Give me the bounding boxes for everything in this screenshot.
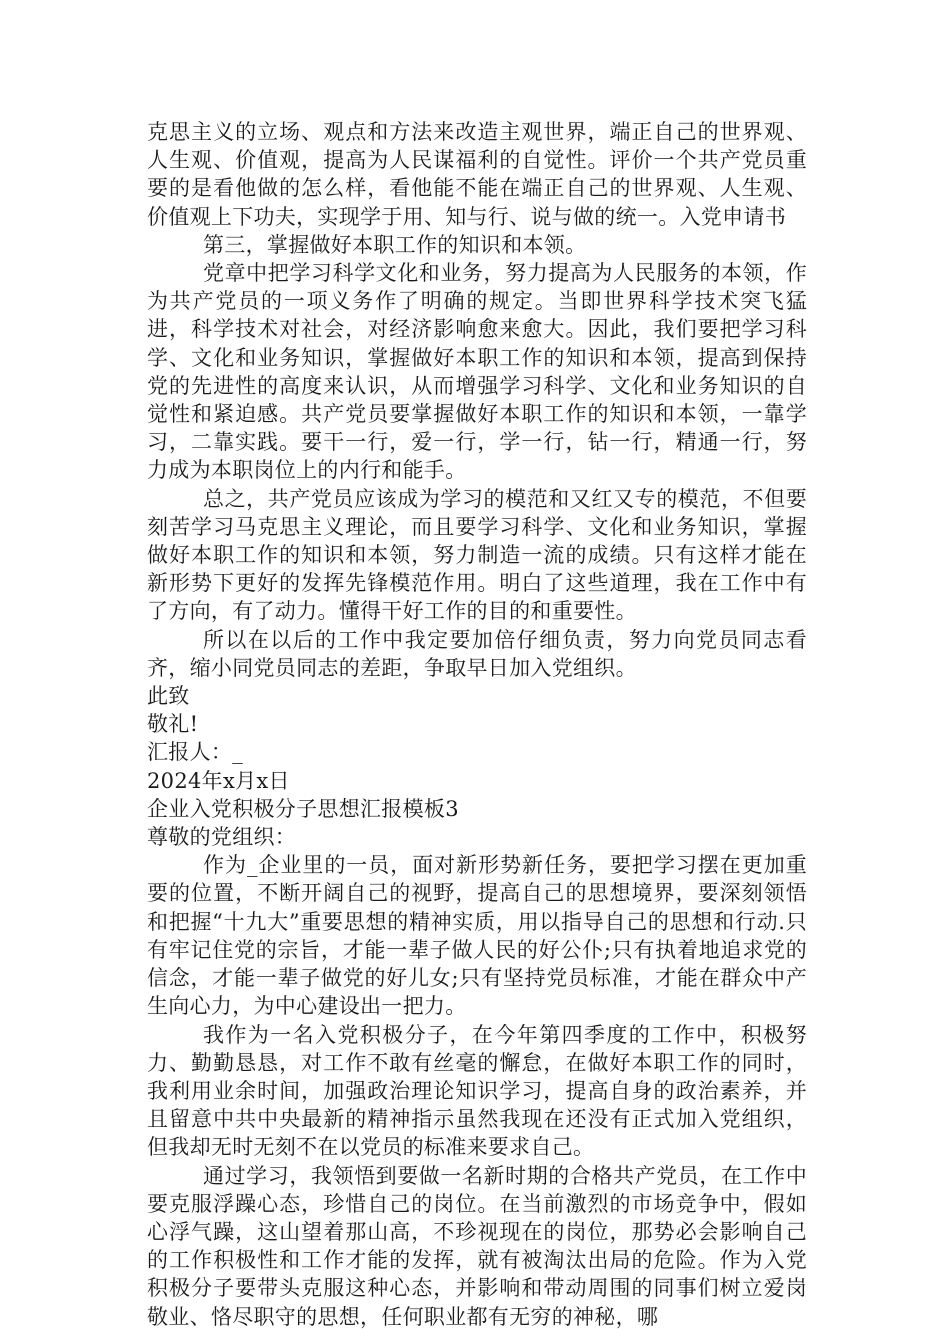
paragraph-study-insight: 通过学习，我领悟到要做一名新时期的合格共产党员，在工作中要克服浮躁心态，珍惜自己的岗位。在当前激烈的市场竞争中，假如心浮气躁，这山望着那山高，不珍视现在的岗位，那势必会影响自己的工作积极性和工作才能的发挥，就有被淘汰出局的危险。作为入党积极分子要带头克服这种心态，并影响和带动周围的同事们树立爱岗敬业、恪尽职守的思想，任何职业都有无穷的神秘，哪: [147, 1163, 807, 1329]
paragraph-summary: 总之，共产党员应该成为学习的模范和又红又专的模范，不但要刻苦学习马克思主义理论，而且要学习科学、文化和业务知识，掌握做好本职工作的知识和本领，努力制造一流的成绩。只有这样才能在新形势下更好的发挥先锋模范作用。明白了这些道理，我在工作中有了方向，有了动力。懂得干好工作的目的和重要性。: [147, 486, 807, 624]
reporter-line: 汇报人：_: [147, 740, 243, 765]
paragraph-continuation: 克思主义的立场、观点和方法来改造主观世界，端正自己的世界观、人生观、价值观，提高为人民谋福利的自觉性。评价一个共产党员重要的是看他做的怎么样，看他能不能在端正自己的世界观、人生观、价值观上下功夫，实现学于用、知与行、说与做的统一。入党申请书: [147, 120, 807, 229]
paragraph-activist-work: 我作为一名入党积极分子，在今年第四季度的工作中，积极努力、勤勤恳恳，对工作不敢有丝毫的懈怠，在做好本职工作的同时，我利用业余时间，加强政治理论知识学习，提高自身的政治素养，并且留意中共中央最新的精神指示虽然我现在还没有正式加入党组织，但我却无时无刻不在以党员的标准来要求自己。: [147, 1022, 807, 1160]
paragraph-future-work: 所以在以后的工作中我定要加倍仔细负责，努力向党员同志看齐，缩小同党员同志的差距，争取早日加入党组织。: [147, 627, 807, 680]
greeting-line: 尊敬的党组织：: [147, 825, 297, 850]
template-title: 企业入党积极分子思想汇报模板3: [147, 796, 459, 821]
document-body: [147, 118, 807, 1331]
paragraph-party-constitution: 党章中把学习科学文化和业务，努力提高为人民服务的本领，作为共产党员的一项义务作了明确的规定。当即世界科学技术突飞猛进，科学技术对社会，对经济影响愈来愈大。因此，我们要把学习科学、文化和业务知识，掌握做好本职工作的知识和本领，提高到保持党的先进性的高度来认识，从而增强学习科学、文化和业务知识的自觉性和紧迫感。共产党员要掌握做好本职工作的知识和本领，一靠学习，二靠实践。要干一行，爱一行，学一行，钻一行，精通一行，努力成为本职岗位上的内行和能手。: [147, 261, 807, 483]
closing-respect: 敬礼!: [147, 712, 199, 737]
paragraph-third-point: 第三，掌握做好本职工作的知识和本领。: [203, 232, 587, 257]
paragraph-enterprise-member: 作为_企业里的一员，面对新形势新任务，要把学习摆在更加重要的位置，不断开阔自己的视野，提高自己的思想境界，要深刻领悟和把握“十九大”重要思想的精神实质，用以指导自己的思想和行动.只有牢记住党的宗旨，才能一辈子做人民的好公仆;只有执着地追求党的信念，才能一辈子做党的好儿女;只有坚持党员标准，才能在群众中产生向心力，为中心建设出一把力。: [147, 853, 807, 1019]
closing-salutation: 此致: [147, 684, 190, 709]
date-line: 2024年x月x日: [147, 768, 290, 793]
